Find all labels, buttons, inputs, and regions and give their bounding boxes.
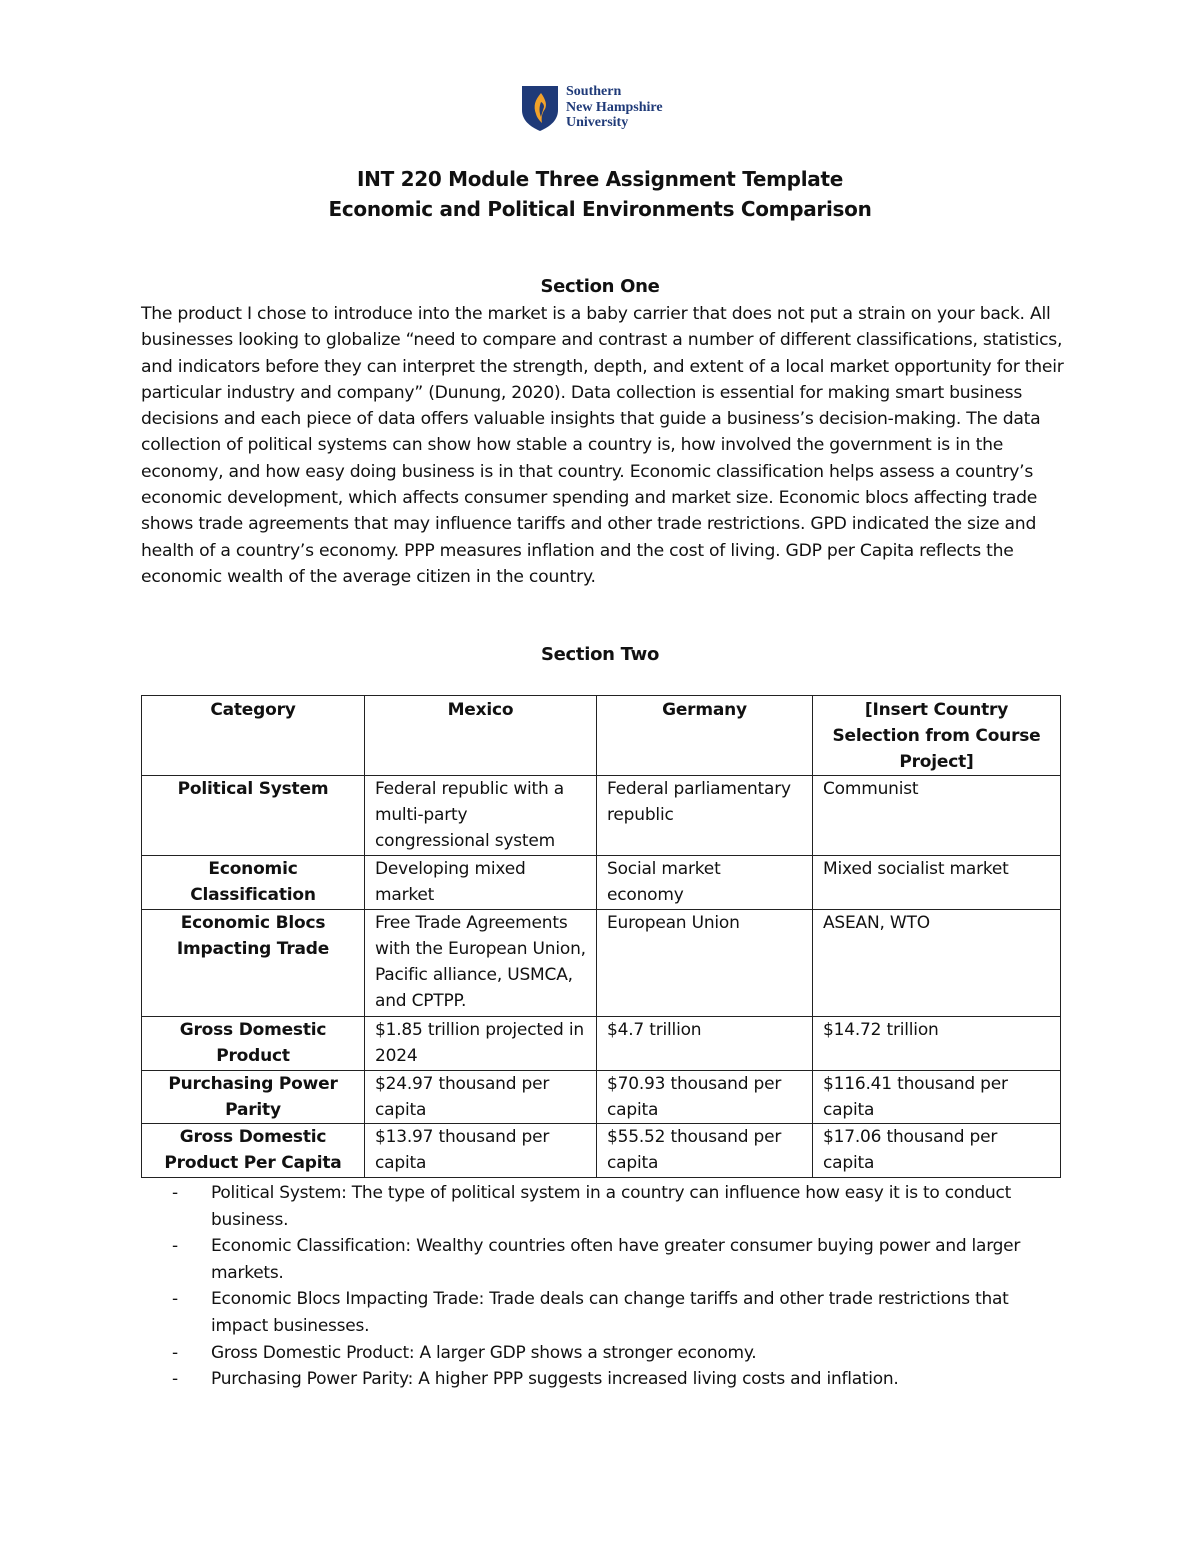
header-insert-country: [Insert Country Selection from Course Project] <box>813 696 1061 776</box>
note-text: Economic Blocs Impacting Trade: Trade deals can change tariffs and other trade restrictions that impact businesses. <box>211 1289 1009 1336</box>
bullet-dash: - <box>172 1369 178 1390</box>
list-item <box>172 1180 1062 1233</box>
table-row <box>142 776 1061 856</box>
bullet-dash: - <box>172 1183 178 1203</box>
note-text: Economic Classification: Wealthy countries often have greater consumer buying power and larger markets. <box>211 1236 1021 1283</box>
header-germany: Germany <box>597 696 813 776</box>
note-text: Gross Domestic Product: A larger GDP shows a stronger economy. <box>211 1342 757 1363</box>
table-cell: Federal republic with a multi-party congressional system <box>365 776 597 856</box>
bullet-dash: - <box>172 1342 178 1363</box>
logo-line-1: Southern <box>566 84 622 99</box>
header-category: Category <box>142 696 365 776</box>
table-cell: $14.72 trillion <box>813 1017 1061 1071</box>
table-cell: Developing mixed market <box>365 856 597 910</box>
list-item <box>172 1340 1062 1367</box>
table-header-row <box>142 696 1061 776</box>
logo-line-2: New Hampshire <box>566 99 663 115</box>
list-item <box>172 1286 1062 1339</box>
logo-line-3: University <box>566 115 629 130</box>
table-cell: $4.7 trillion <box>597 1017 813 1071</box>
table-cell: ASEAN, WTO <box>813 910 1061 1017</box>
table-row <box>142 1124 1061 1178</box>
table-cell: European Union <box>597 910 813 1017</box>
table-row <box>142 856 1061 910</box>
university-logo <box>520 84 663 132</box>
row-label: Economic Classification <box>142 856 365 910</box>
bullet-dash: - <box>172 1289 178 1310</box>
comparison-table <box>141 695 1061 1178</box>
table-cell: $13.97 thousand per capita <box>365 1124 597 1178</box>
table-cell: $1.85 trillion projected in 2024 <box>365 1017 597 1071</box>
table-cell: $24.97 thousand per capita <box>365 1071 597 1124</box>
row-label: Gross Domestic Product <box>142 1017 365 1071</box>
bullet-dash: - <box>172 1236 178 1257</box>
row-label: Gross Domestic Product Per Capita <box>142 1124 365 1178</box>
table-row <box>142 1071 1061 1124</box>
section-two-heading: Section Two <box>540 644 660 665</box>
row-label: Political System <box>142 776 365 856</box>
table-cell: $70.93 thousand per capita <box>597 1071 813 1124</box>
section-one-paragraph: The product I chose to introduce into the market is a baby carrier that does not put a strain on your back. All businesses looking to globalize “need to compare and contrast a number of different classifications, statistics, and indicators before they can interpret the strength, depth, and extent of a local market opportunity for their particular industry and company” (Dunung, 2020). Data collection is essential for making smart business decisions and each piece of data offers valuable insights that guide a business’s decision-making. The data collection of political systems can show how stable a country is, how involved the government is in the economy, and how easy doing business is in that country. Economic classification helps assess a country’s economic development, which affects consumer spending and market size. Economic blocs affecting trade shows trade agreements that may influence tariffs and other trade restrictions. GPD indicated the size and health of a country’s economy. PPP measures inflation and the cost of living. GDP per Capita reflects the economic wealth of the average citizen in the country. <box>141 304 1064 587</box>
document-subtitle: Economic and Political Environments Comparison <box>328 197 872 221</box>
table-cell: $17.06 thousand per capita <box>813 1124 1061 1178</box>
table-cell: Mixed socialist market <box>813 856 1061 910</box>
section-one-heading: Section One <box>540 276 660 297</box>
logo-wordmark <box>566 84 663 131</box>
note-text: Purchasing Power Parity: A higher PPP suggests increased living costs and inflation. <box>211 1369 899 1390</box>
list-item <box>172 1366 1062 1393</box>
document-title: INT 220 Module Three Assignment Template <box>357 167 843 191</box>
table-cell: $116.41 thousand per capita <box>813 1071 1061 1124</box>
row-label: Economic Blocs Impacting Trade <box>142 910 365 1017</box>
category-notes-list <box>172 1180 1062 1393</box>
header-mexico: Mexico <box>365 696 597 776</box>
table-cell: Free Trade Agreements with the European Union, Pacific alliance, USMCA, and CPTPP. <box>365 910 597 1017</box>
note-text: Political System: The type of political system in a country can influence how easy it is to conduct business. <box>211 1183 1012 1230</box>
list-item <box>172 1233 1062 1286</box>
shield-flame-icon <box>520 84 560 132</box>
document-title-block <box>0 164 1200 224</box>
table-cell: Federal parliamentary republic <box>597 776 813 856</box>
table-row <box>142 1017 1061 1071</box>
row-label: Purchasing Power Parity <box>142 1071 365 1124</box>
table-row <box>142 910 1061 1017</box>
table-cell: Social market economy <box>597 856 813 910</box>
table-cell: Communist <box>813 776 1061 856</box>
table-cell: $55.52 thousand per capita <box>597 1124 813 1178</box>
